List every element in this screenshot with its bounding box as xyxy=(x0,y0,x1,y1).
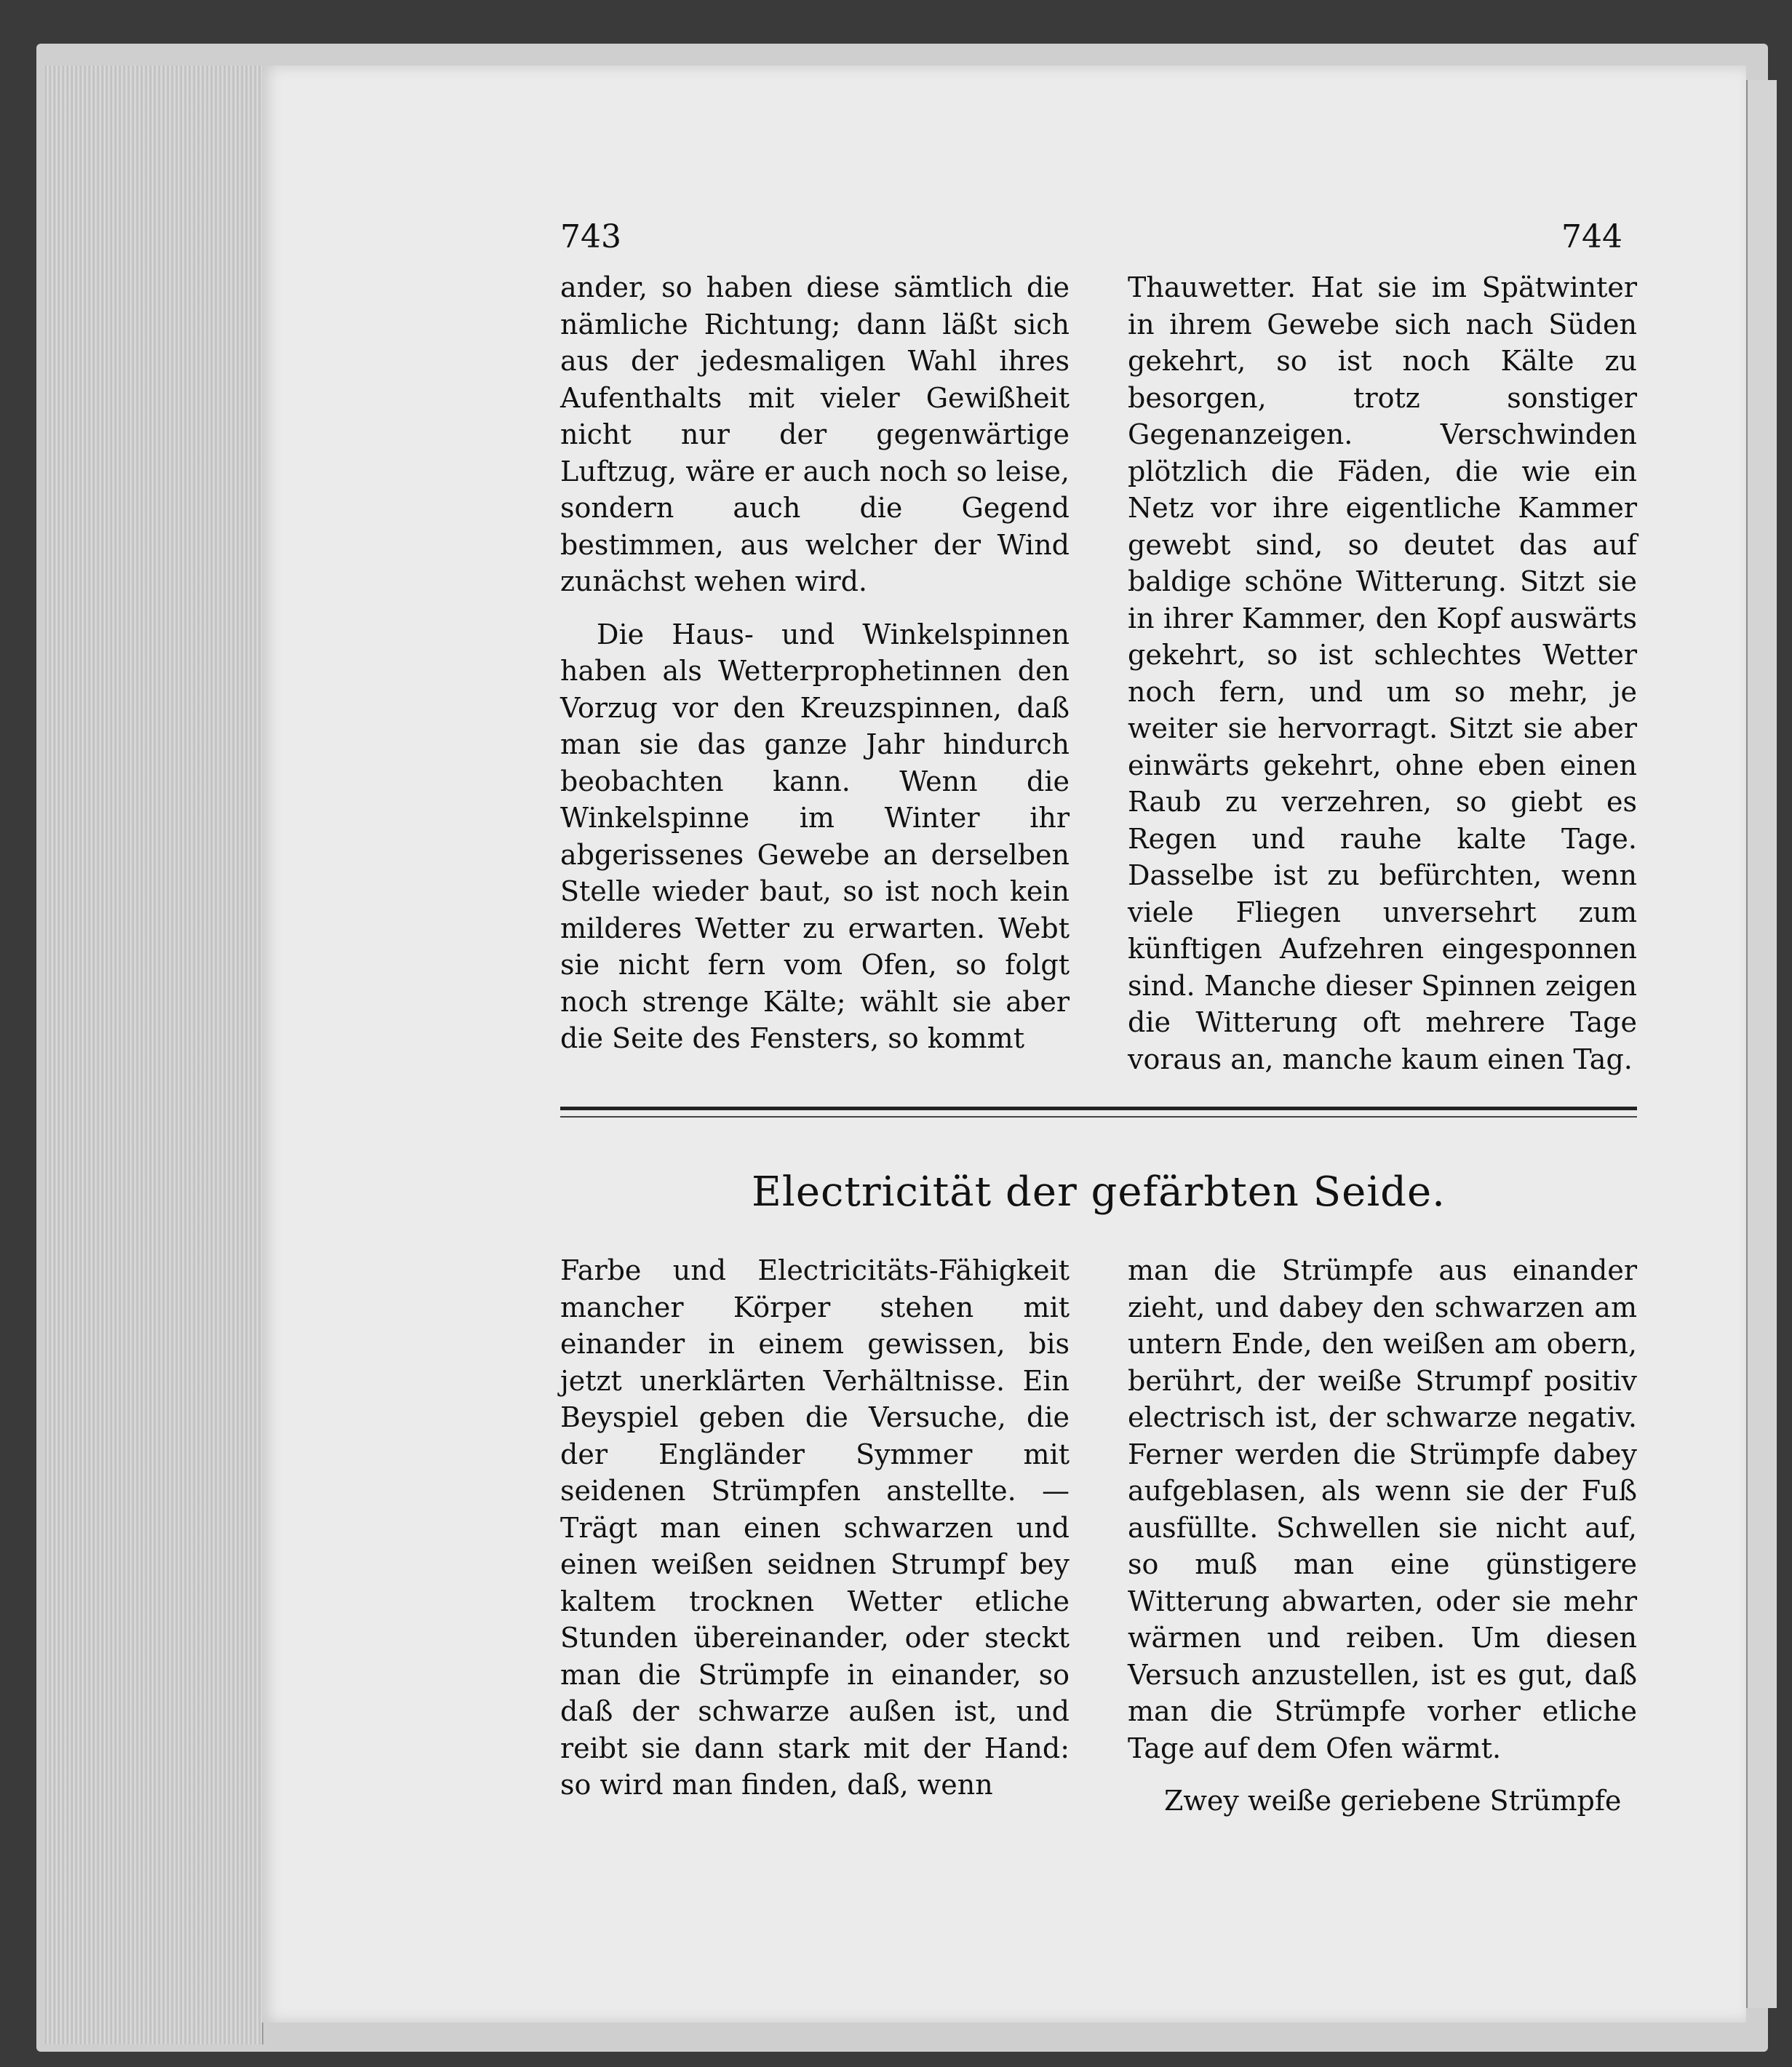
section-title: Electricität der gefärbten Seide. xyxy=(752,1168,1446,1216)
page-stack-edges xyxy=(44,65,263,2044)
right-page-edge xyxy=(1746,80,1777,2008)
paragraph: Farbe und Electricitäts-Fähigkeit mancher Körper stehen mit einander in einem gewissen, bis jetzt unerklärten Verhältnisse. Ein Beyspiel geben die Versuche, die der Engländer Symmer mit seidenen Strümpfen anstellte. — Trägt man einen schwarzen und einen weißen seidnen Strumpf bey kaltem trocknen Wetter etliche Stunden übereinander, oder steckt man die Strümpfe in einander, so daß der schwarze außen ist, und reibt sie dann stark mit der Hand: so wird man finden, daß, wenn xyxy=(560,1254,1070,1801)
paragraph: Zwey weiße geriebene Strümpfe xyxy=(1164,1785,1622,1817)
left-column-lower xyxy=(560,1252,1070,1820)
page-number-right: 744 xyxy=(1561,218,1622,255)
section-divider xyxy=(560,1107,1637,1118)
left-column-upper xyxy=(560,269,1070,1078)
lower-columns xyxy=(560,1252,1637,1820)
page-number-left: 743 xyxy=(560,218,621,255)
paragraph: Thauwetter. Hat sie im Spätwinter in ihrem Gewebe sich nach Süden gekehrt, so ist noch Kälte zu besorgen, trotz sonstiger Gegenanzeigen. Verschwinden plötzlich die Fäden, die wie ein Netz vor ihre eigentliche Kammer gewebt sind, so deutet das auf baldige schöne Witterung. Sitzt sie in ihrer Kammer, den Kopf auswärts gekehrt, so ist schlechtes Wetter noch fern, und um so mehr, je weiter sie hervorragt. Sitzt sie aber einwärts gekehrt, ohne eben einen Raub zu verzehren, so giebt es Regen und rauhe kalte Tage. Dasselbe ist zu befürchten, wenn viele Fliegen unversehrt zum künftigen Aufzehren eingesponnen sind. Manche dieser Spinnen zeigen die Witterung oft mehrere Tage voraus an, manche kaum einen Tag. xyxy=(1128,271,1637,1075)
paragraph: ander, so haben diese sämtlich die nämliche Richtung; dann läßt sich aus der jedesmaligen Wahl ihres Aufenthalts mit vieler Gewißheit nicht nur der gegenwärtige Luftzug, wäre er auch noch so leise, sondern auch die Gegend bestimmen, aus welcher der Wind zunächst wehen wird. xyxy=(560,271,1070,597)
text-block xyxy=(560,218,1637,1820)
paragraph: Die Haus- und Winkelspinnen haben als Wetterprophetinnen den Vorzug vor den Kreuzspinnen, daß man sie das ganze Jahr hindurch beobachten kann. Wenn die Winkelspinne im Winter ihr abgerissenes Gewebe an derselben Stelle wieder baut, so ist noch kein milderes Wetter zu erwarten. Webt sie nicht fern vom Ofen, so folgt noch strenge Kälte; wählt sie aber die Seite des Fensters, so kommt xyxy=(560,618,1070,1054)
right-column-lower xyxy=(1128,1252,1637,1820)
upper-columns xyxy=(560,269,1637,1078)
right-column-upper xyxy=(1128,269,1637,1078)
paragraph: man die Strümpfe aus einander zieht, und dabey den schwarzen am untern Ende, den weißen am obern, berührt, der weiße Strumpf positiv electrisch ist, der schwarze negativ. Ferner werden die Strümpfe dabey aufgeblasen, als wenn sie der Fuß ausfüllte. Schwellen sie nicht auf, so muß man eine günstigere Witterung abwarten, oder sie mehr wärmen und reiben. Um diesen Versuch anzustellen, ist es gut, daß man die Strümpfe vorher etliche Tage auf dem Ofen wärmt. xyxy=(1128,1254,1637,1764)
page-header xyxy=(560,218,1637,262)
